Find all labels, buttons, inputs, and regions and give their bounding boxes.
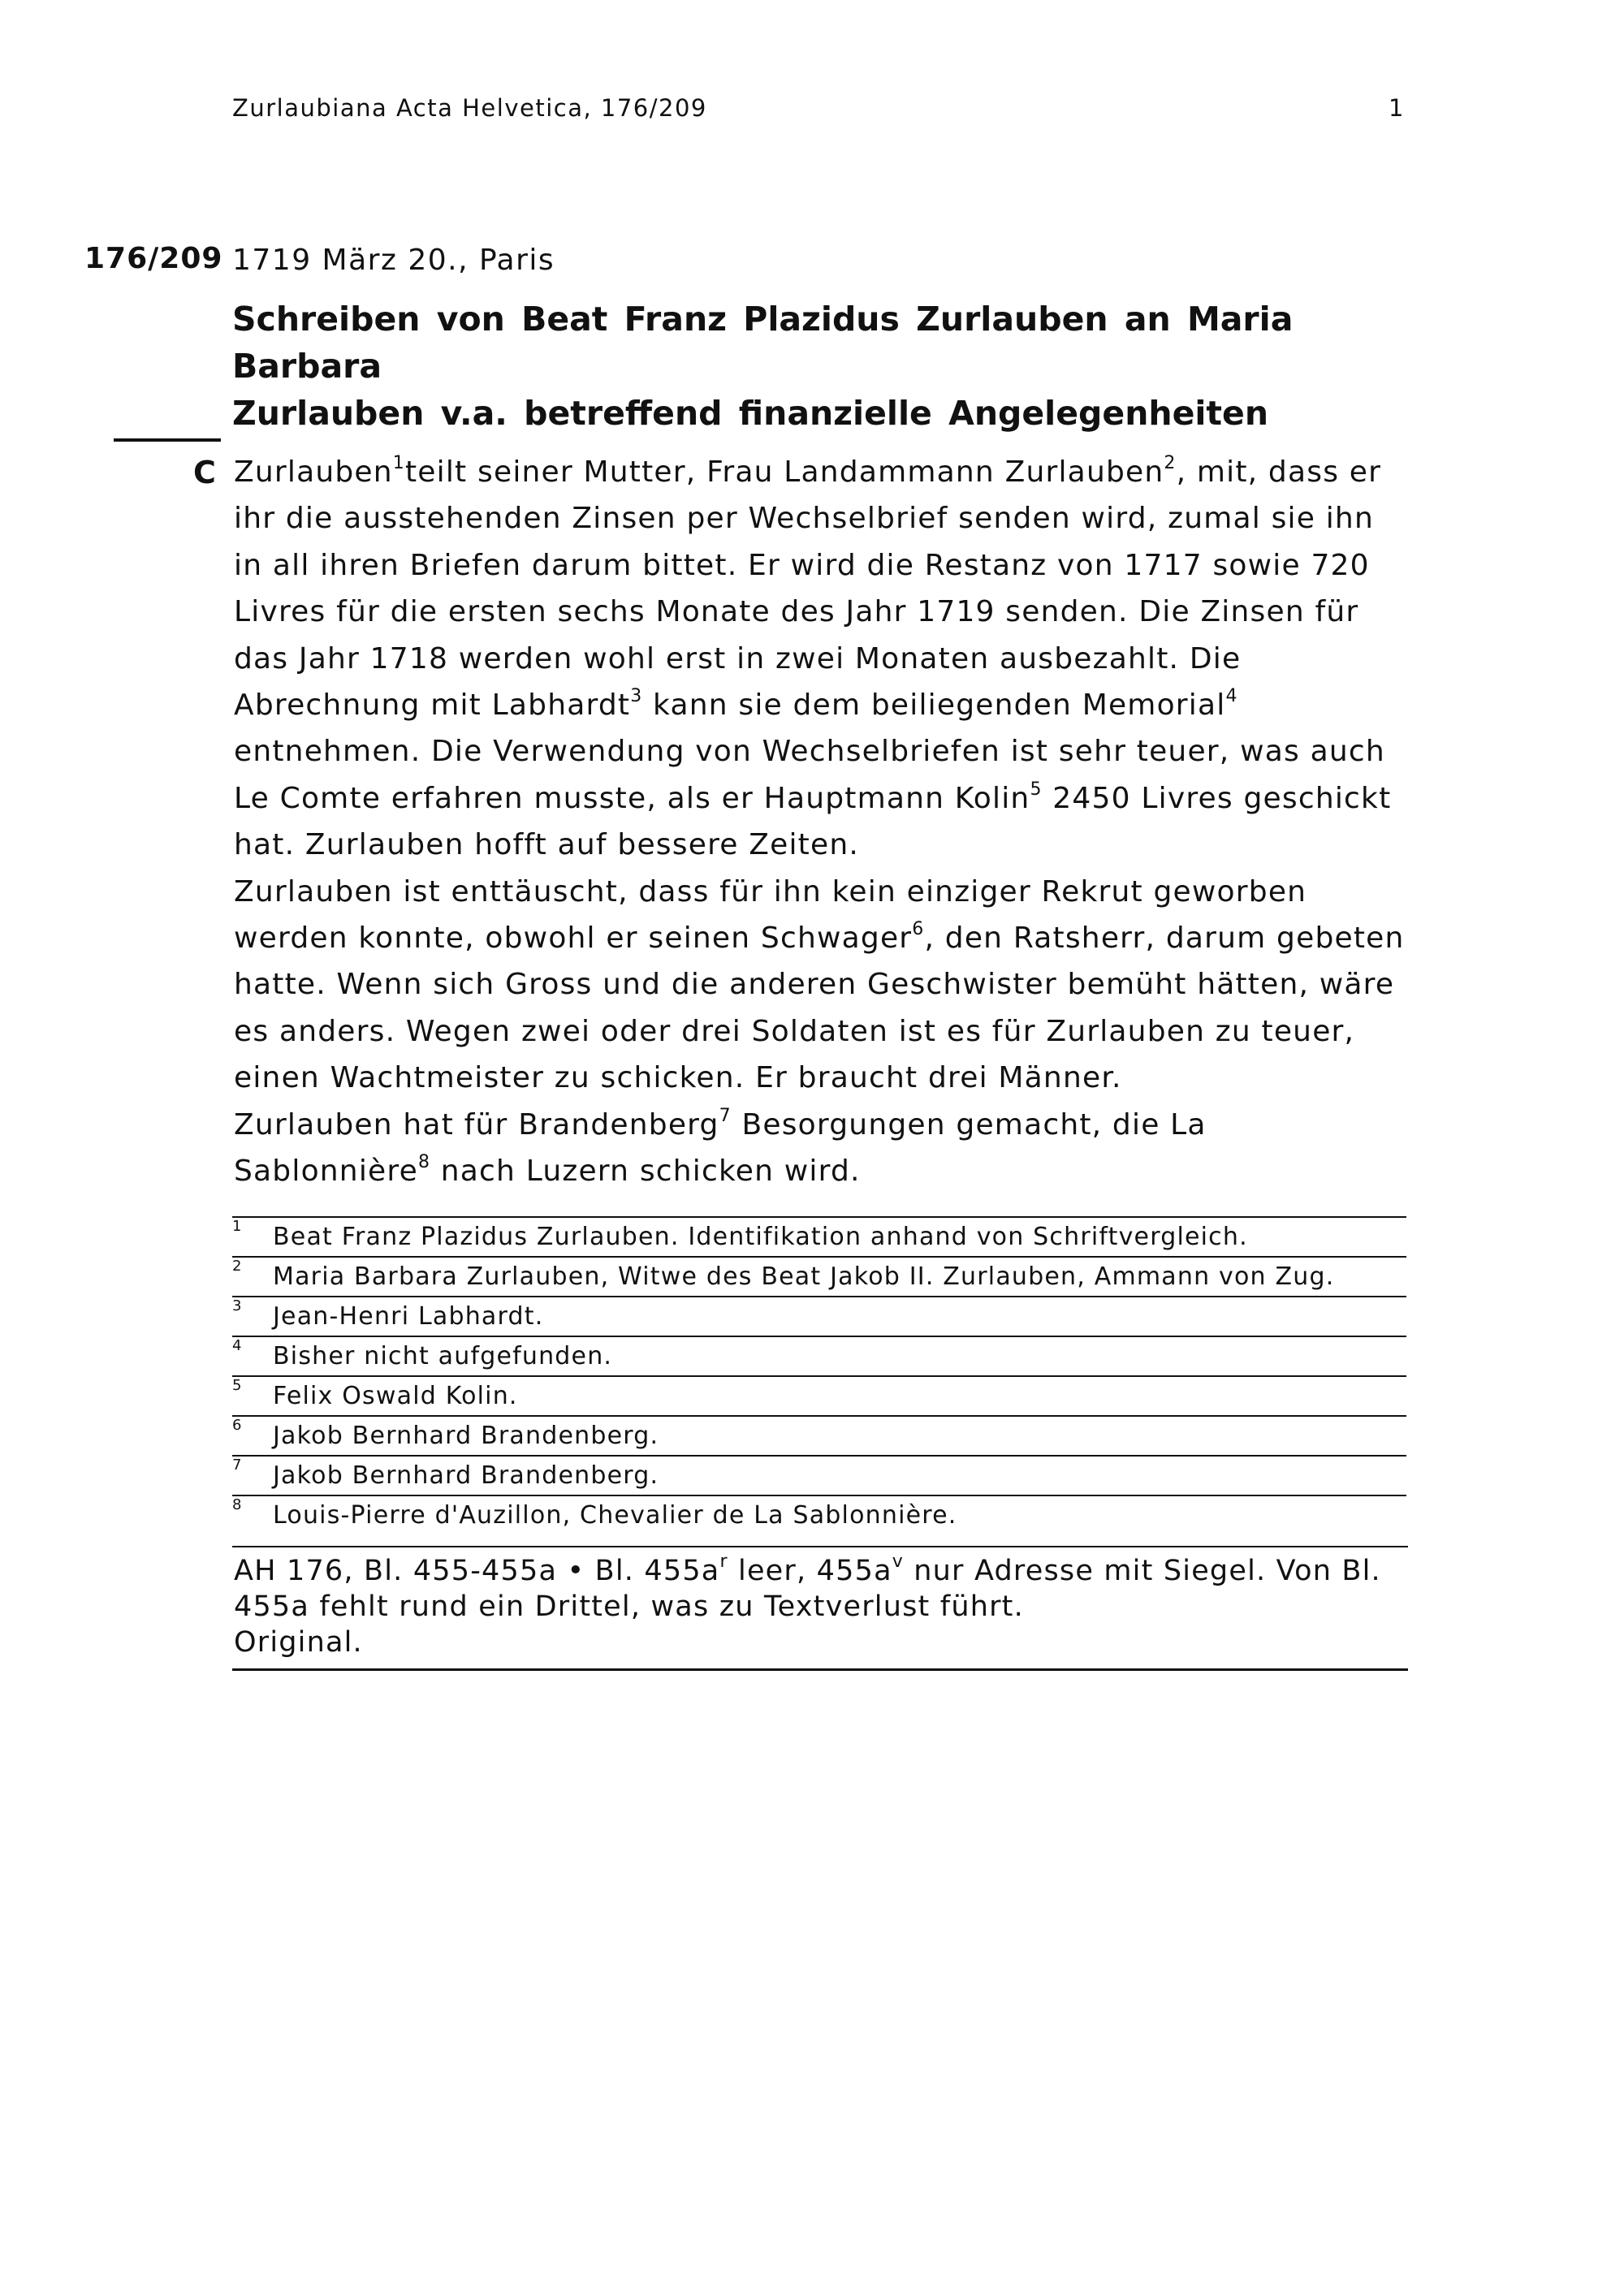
running-title: Zurlaubiana Acta Helvetica, 176/209 bbox=[232, 94, 707, 122]
document-number: 176/209 bbox=[84, 242, 223, 275]
text-segment: Zurlauben hat für Brandenberg bbox=[234, 1107, 719, 1142]
footnote-6 bbox=[232, 1417, 1406, 1457]
document-title-line-2: Zurlauben v.a. betreffend finanzielle Angelegenheiten bbox=[232, 394, 1269, 433]
footnote-ref-1[interactable]: 1 bbox=[392, 453, 405, 473]
text-segment: nach Luzern schicken wird. bbox=[430, 1154, 861, 1189]
footnote-number: 8 bbox=[232, 1496, 243, 1513]
source-type: Original. bbox=[234, 1626, 363, 1659]
footnote-text: Jakob Bernhard Brandenberg. bbox=[273, 1422, 659, 1450]
text-segment: Besorgungen gemacht, die La Sablonnière bbox=[234, 1107, 1207, 1189]
footnote-ref-3[interactable]: 3 bbox=[630, 686, 643, 707]
footnote-3 bbox=[232, 1297, 1406, 1337]
footnote-number: 1 bbox=[232, 1218, 243, 1235]
paragraph-3 bbox=[234, 1102, 1411, 1195]
sup-recto: r bbox=[719, 1552, 728, 1572]
footnote-7 bbox=[232, 1457, 1406, 1496]
footnote-4 bbox=[232, 1337, 1406, 1377]
text-segment: Zurlauben ist enttäuscht, dass für ihn kein einziger Rekrut geworben werden konnte, obwohl er seinen Schwager bbox=[234, 874, 1307, 956]
text-segment: teilt seiner Mutter, Frau Landammann Zurlauben bbox=[404, 455, 1164, 489]
text-segment: nur Adresse mit Siegel. Von Bl. 455a fehlt rund ein Drittel, was zu Textverlust führt. bbox=[234, 1555, 1381, 1623]
footnote-8 bbox=[232, 1496, 1406, 1534]
footnote-ref-7[interactable]: 7 bbox=[719, 1105, 732, 1126]
footnote-number: 3 bbox=[232, 1297, 243, 1314]
sup-verso: v bbox=[892, 1552, 904, 1572]
document-title bbox=[232, 296, 1353, 437]
footnote-ref-4[interactable]: 4 bbox=[1225, 686, 1238, 707]
paragraph-2 bbox=[234, 869, 1411, 1102]
footnote-ref-2[interactable]: 2 bbox=[1164, 453, 1177, 473]
text-segment: AH 176, Bl. 455-455a • Bl. 455a bbox=[234, 1555, 720, 1587]
source-reference bbox=[234, 1553, 1408, 1625]
paragraph-1 bbox=[234, 449, 1411, 869]
footnote-1 bbox=[232, 1218, 1406, 1258]
text-segment: Zurlauben bbox=[234, 455, 393, 489]
footnote-text: Louis-Pierre d'Auzillon, Chevalier de La Sablonnière. bbox=[273, 1501, 957, 1530]
text-segment: leer, 455a bbox=[728, 1555, 892, 1587]
footnote-5 bbox=[232, 1377, 1406, 1417]
footnote-ref-8[interactable]: 8 bbox=[417, 1152, 431, 1173]
footnote-number: 6 bbox=[232, 1417, 243, 1434]
text-segment: , den Ratsherr, darum gebeten hatte. Wenn sich Gross und die anderen Geschwister bemüht hätten, wäre es anders. Wegen zwei oder drei Soldaten ist es für Zurlauben zu teuer, einen Wachtmeister zu schicken. Er braucht drei Männer. bbox=[234, 921, 1405, 1095]
footnote-number: 7 bbox=[232, 1457, 243, 1474]
page-header bbox=[232, 94, 1405, 127]
text-segment: entnehmen. Die Verwendung von Wechselbriefen ist sehr teuer, was auch Le Comte erfahren musste, als er Hauptmann Kolin bbox=[234, 735, 1385, 815]
section-rule bbox=[114, 438, 221, 442]
footnote-ref-6[interactable]: 6 bbox=[912, 919, 925, 940]
page-number: 1 bbox=[1389, 94, 1405, 122]
text-segment: , mit, dass er ihr die ausstehenden Zinsen per Wechselbrief senden wird, zumal sie ihn in all ihren Briefen darum bittet. Er wird die Restanz von 1717 sowie 720 Livres für die ersten sechs Monate des Jahr 1719 senden. Die Zinsen für das Jahr 1718 werden wohl erst in zwei Monaten ausbezahlt. Die Abrechnung mit Labhardt bbox=[234, 455, 1382, 723]
footnote-text: Jean-Henri Labhardt. bbox=[273, 1302, 544, 1331]
footnote-text: Jakob Bernhard Brandenberg. bbox=[273, 1461, 659, 1490]
footnote-number: 4 bbox=[232, 1337, 243, 1354]
footnote-text: Beat Franz Plazidus Zurlauben. Identifikation anhand von Schriftvergleich. bbox=[273, 1223, 1248, 1251]
section-marker: C bbox=[193, 455, 216, 490]
date-place: 1719 März 20., Paris bbox=[232, 244, 555, 277]
text-segment: kann sie dem beiliegenden Memorial bbox=[642, 688, 1226, 723]
footnote-number: 2 bbox=[232, 1258, 243, 1275]
footnote-number: 5 bbox=[232, 1377, 243, 1394]
regest-body bbox=[234, 449, 1411, 1195]
footnotes bbox=[232, 1216, 1406, 1534]
footnote-text: Bisher nicht aufgefunden. bbox=[273, 1342, 613, 1370]
footnote-text: Maria Barbara Zurlauben, Witwe des Beat Jakob II. Zurlauben, Ammann von Zug. bbox=[273, 1262, 1335, 1291]
source-note bbox=[232, 1546, 1408, 1671]
document-title-line-1: Schreiben von Beat Franz Plazidus Zurlauben an Maria Barbara bbox=[232, 300, 1294, 386]
footnote-text: Felix Oswald Kolin. bbox=[273, 1382, 518, 1410]
text-segment: 2450 Livres geschickt hat. Zurlauben hofft auf bessere Zeiten. bbox=[234, 781, 1392, 862]
footnote-ref-5[interactable]: 5 bbox=[1030, 779, 1043, 800]
footnote-2 bbox=[232, 1258, 1406, 1297]
